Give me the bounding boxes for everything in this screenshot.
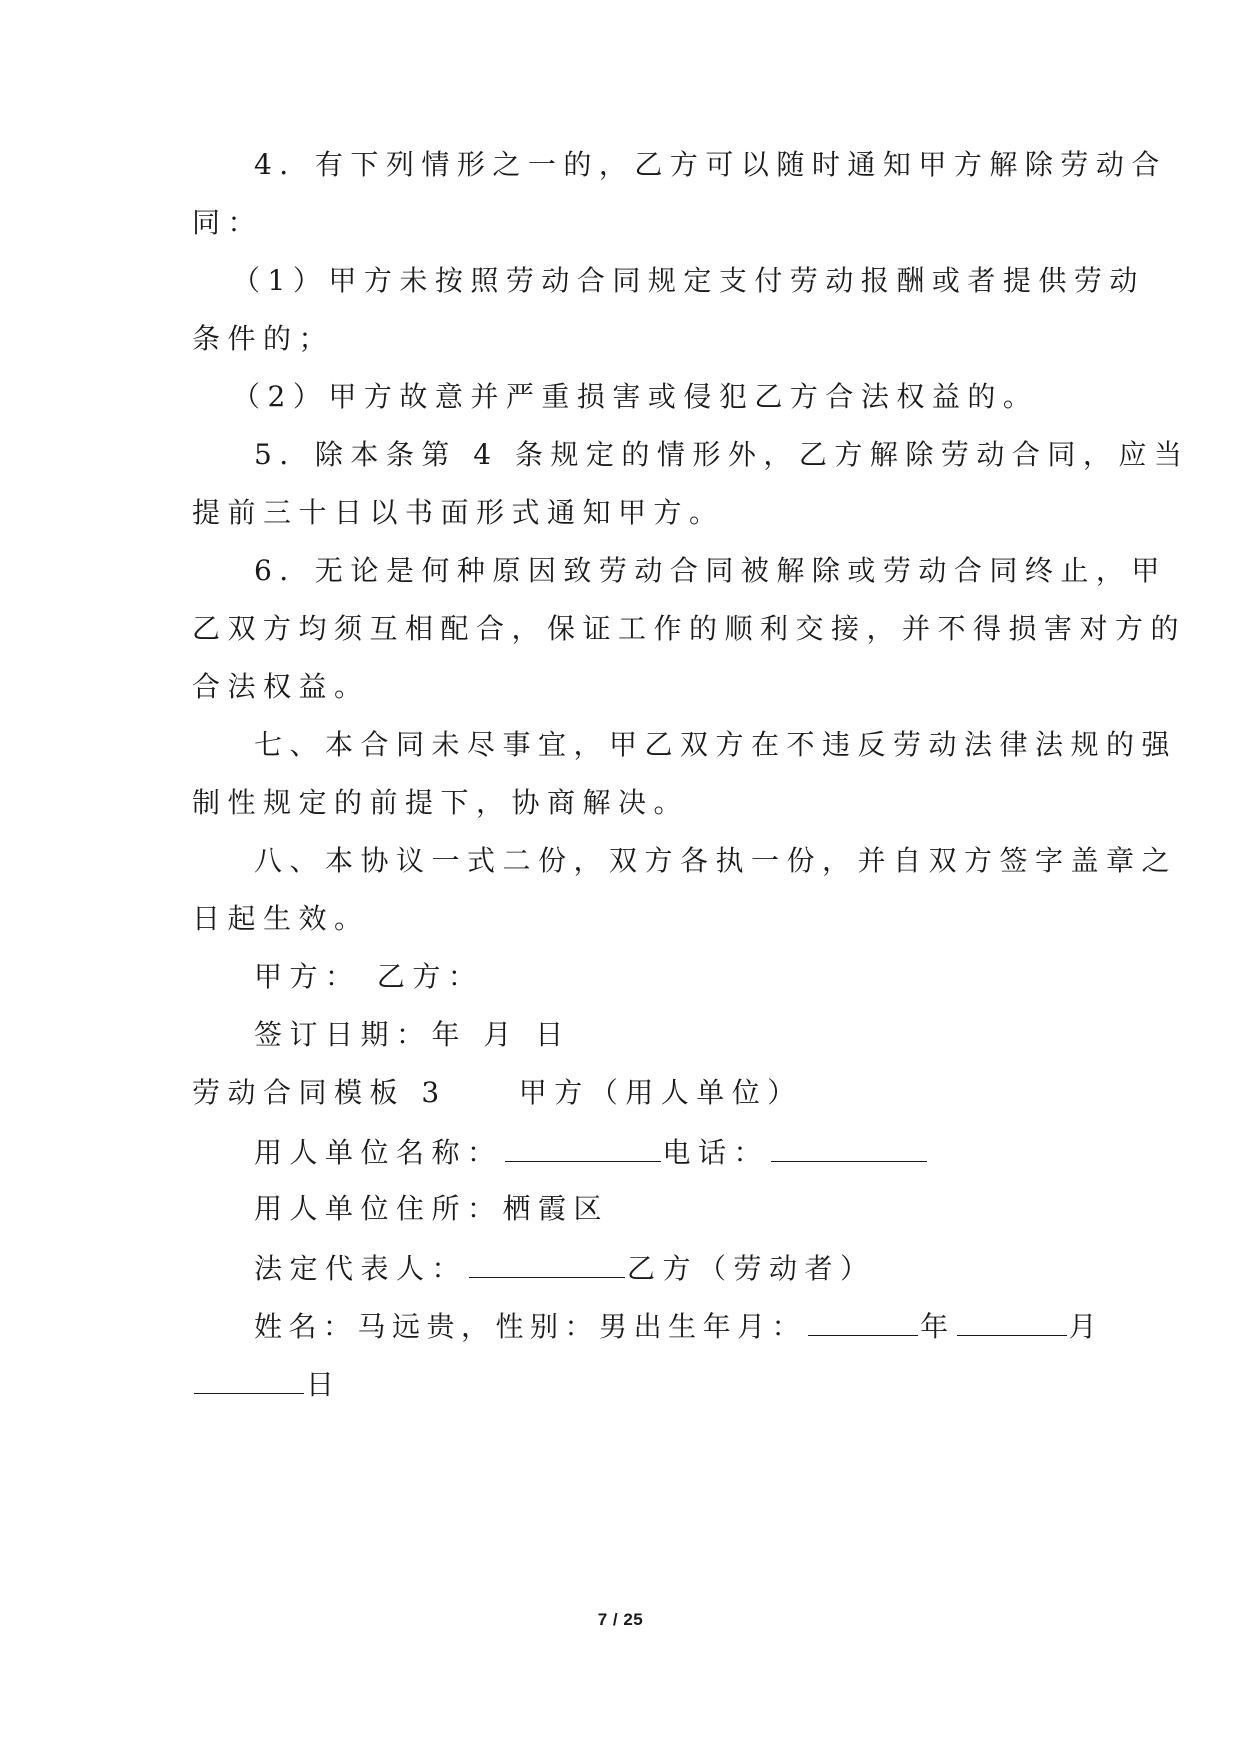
- phone-label: 电话：: [662, 1136, 770, 1169]
- signature-parties-line: 甲方： 乙方：: [254, 960, 484, 993]
- employer-address-line: [254, 1189, 1074, 1229]
- birth-day-blank[interactable]: [194, 1363, 304, 1394]
- paragraph-line: 条件的；: [192, 322, 335, 355]
- paragraph-line: 提前三十日以书面形式通知甲方。: [192, 496, 725, 529]
- signing-date-line: 签订日期：年 月 日: [254, 1018, 571, 1051]
- paragraph-line: 同：: [192, 206, 264, 239]
- paragraph-line: 合法权益。: [192, 670, 370, 703]
- paragraph-line: 制性规定的前提下，协商解决。: [192, 786, 690, 819]
- year-unit: 年: [920, 1310, 955, 1343]
- legal-rep-blank[interactable]: [469, 1247, 625, 1278]
- gender-value: 男: [599, 1310, 634, 1343]
- phone-blank[interactable]: [771, 1131, 927, 1162]
- birth-month-blank[interactable]: [957, 1305, 1067, 1336]
- legal-rep-label: 法定代表人：: [254, 1252, 468, 1285]
- party-a-heading: 甲方（用人单位）: [518, 1076, 803, 1109]
- employer-name-line: [254, 1131, 1074, 1171]
- employer-name-label: 用人单位名称：: [254, 1136, 503, 1169]
- birth-day-line: [192, 1363, 1072, 1403]
- legal-rep-line: [254, 1247, 1074, 1287]
- employer-name-blank[interactable]: [505, 1131, 661, 1162]
- birth-label: 出生年月：: [633, 1310, 807, 1343]
- employer-address-label: 用人单位住所：: [254, 1192, 503, 1225]
- month-unit: 月: [1068, 1310, 1104, 1343]
- name-label: 姓名：: [254, 1310, 358, 1343]
- employee-info-line: [254, 1305, 1104, 1345]
- page-number: 7 / 25: [597, 1610, 644, 1629]
- paragraph-line: 八、本协议一式二份，双方各执一份，并自双方签字盖章之: [254, 844, 1178, 877]
- day-unit: 日: [306, 1368, 342, 1401]
- paragraph-line: 七、本合同未尽事宜，甲乙双方在不违反劳动法律法规的强: [254, 728, 1178, 761]
- gender-label: ，性别：: [461, 1310, 600, 1343]
- paragraph-line: 乙双方均须互相配合，保证工作的顺利交接，并不得损害对方的: [192, 612, 1187, 645]
- birth-year-blank[interactable]: [808, 1305, 918, 1336]
- paragraph-line: （1）甲方未按照劳动合同规定支付劳动报酬或者提供劳动: [232, 264, 1145, 297]
- paragraph-line: 日起生效。: [192, 902, 370, 935]
- name-value: 马远贵: [357, 1310, 462, 1343]
- employer-address-value: 栖霞区: [502, 1192, 610, 1225]
- paragraph-line: 5．除本条第 4 条规定的情形外，乙方解除劳动合同，应当: [254, 438, 1190, 471]
- paragraph-line: 6．无论是何种原因致劳动合同被解除或劳动合同终止，甲: [254, 554, 1167, 587]
- paragraph-line: （2）甲方故意并严重损害或侵犯乙方合法权益的。: [232, 380, 1039, 413]
- template3-heading-line: [192, 1073, 1072, 1113]
- party-b-heading: 乙方（劳动者）: [627, 1252, 876, 1285]
- template-title: 劳动合同模板 3: [192, 1076, 447, 1109]
- paragraph-line: 4．有下列情形之一的，乙方可以随时通知甲方解除劳动合: [254, 148, 1167, 181]
